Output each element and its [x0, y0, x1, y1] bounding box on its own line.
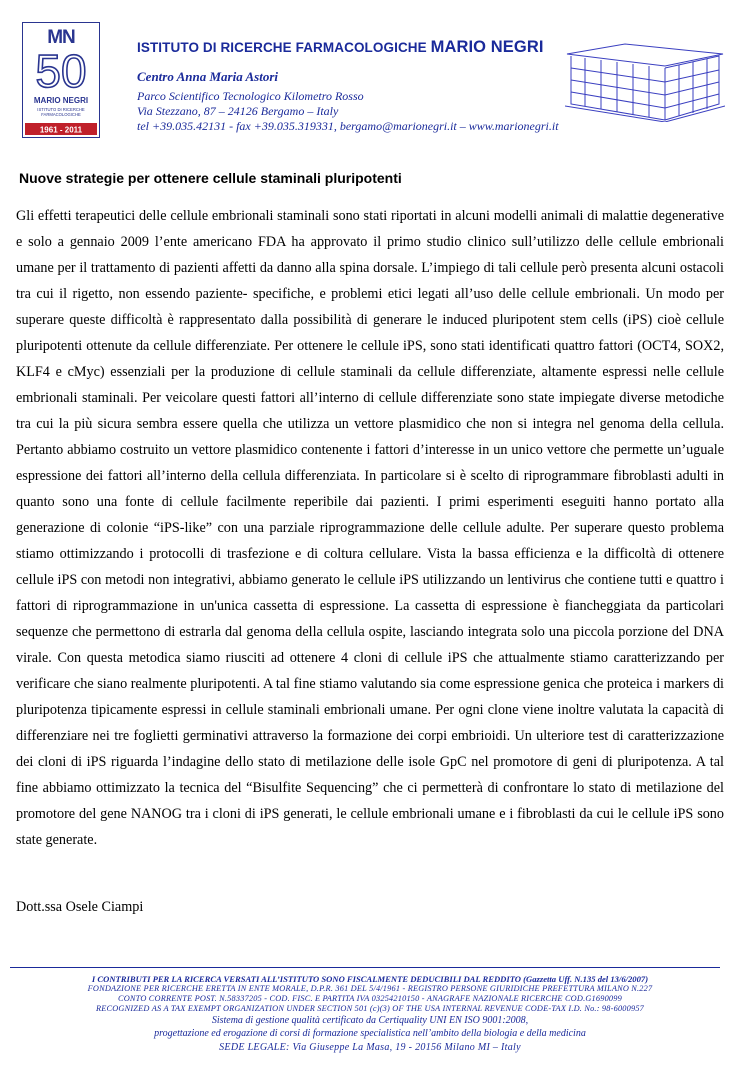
signature: Dott.ssa Osele Ciampi — [16, 899, 144, 915]
address-line-1: Parco Scientifico Tecnologico Kilometro Rosso — [137, 89, 364, 103]
document-body — [16, 203, 724, 853]
footer-foundation: FONDAZIONE PER RICERCHE ERETTA IN ENTE MORALE, D.P.R. 361 DEL 5/4/1961 - REGISTRO PERSONE GIURIDICHE PREFETTURA MILANO N.227 — [87, 984, 653, 993]
institute-name: MARIO NEGRI — [430, 38, 544, 56]
footer-divider — [10, 967, 720, 968]
centre-name: Centro Anna Maria Astori — [137, 69, 279, 84]
footer-quality: Sistema di gestione qualità certificato da Certiquality UNI EN ISO 9001:2008, — [211, 1015, 529, 1026]
logo-initials: MN — [47, 27, 75, 48]
mario-negri-50-logo — [22, 22, 100, 138]
footer-tax-deduction: I CONTRIBUTI PER LA RICERCA VERSATI ALL’ISTITUTO SONO FISCALMENTE DEDUCIBILI DAL REDDITO (Gazzetta Uff. N.135 del 13/6/2007) — [91, 974, 649, 984]
address-line-3: tel +39.035.42131 - fax +39.035.319331, bergamo@marionegri.it – www.marionegri.it — [137, 119, 559, 133]
address-line-2: Via Stezzano, 87 – 24126 Bergamo – Italy — [137, 104, 339, 118]
footer-legal-seat: SEDE LEGALE: Via Giuseppe La Masa, 19 - 20156 Milano MI – Italy — [219, 1042, 521, 1053]
footer-usa-exempt: RECOGNIZED AS A TAX EXEMPT ORGANIZATION UNDER SECTION 501 (c)(3) OF THE USA INTERNAL REVENUE CODE-TAX I.D. No.: 98-6000957 — [95, 1004, 645, 1013]
document-title: Nuove strategie per ottenere cellule staminali pluripotenti — [19, 170, 402, 186]
logo-subtitle-1: ISTITUTO DI RICERCHE — [37, 107, 85, 112]
institute-title — [137, 38, 544, 57]
logo-anniversary: 50 — [35, 45, 87, 97]
building-icon — [565, 42, 725, 122]
institute-prefix: ISTITUTO DI RICERCHE FARMACOLOGICHE — [137, 40, 431, 55]
logo-subtitle-2: FARMACOLOGICHE — [41, 112, 81, 117]
footer-training: progettazione ed erogazione di corsi di formazione specialistica nell’ambito della biologia e della medicina — [154, 1028, 586, 1039]
footer-account: CONTO CORRENTE POST. N.58337205 - COD. FISC. E PARTITA IVA 03254210150 - ANAGRAFE NAZIONALE RICERCHE COD.G1690099 — [118, 994, 622, 1003]
body-paragraph: Gli effetti terapeutici delle cellule embrionali staminali sono stati riportati in alcuni modelli animali di malattie degenerative e solo a gennaio 2009 l’ente americano FDA ha approvato il primo studio clinico sull’utilizzo delle cellule embrionali umane per il trattamento di pazienti affetti da danno alla spina dorsale. L’impiego di tali cellule però presenta alcuni ostacoli tra cui il rigetto, non essendo paziente- specifiche, e problemi etici legati all’uso delle cellule embrionali. Un modo per superare queste difficoltà è rappresentato dalla possibilità di generare le induced pluripotent stem cells (iPS) cioè cellule pluripotenti ottenute da cellule differenziate. Per ottenere le cellule iPS, sono stati identificati quattro fattori (OCT4, SOX2, KLF4 e cMyc) essenziali per la produzione di cellule staminali da cellule differenziate, altamente espressi nelle cellule embrionali staminali. Per veicolare questi fattori all’interno di cellule differenziate sono state impiegate diverse metodiche tra cui la più sicura sembra essere quella che utilizza un vettore plasmidico che non si integra nel genoma della cellula. Pertanto abbiamo costruito un vettore plasmidico contenente i fattori d’interesse in un unico vettore che permette un’uguale espressione dei fattori all’interno della cellula differenziata. In particolare si è scelto di riprogrammare fibroblasti adulti in quanto sono una fonte di cellule facilmente reperibile dai pazienti. I primi esperimenti eseguiti hanno portato alla generazione di colonie “iPS-like” con una parziale riprogrammazione delle cellule adulte. Per superare questo problema stiamo ottimizzando i protocolli di trasfezione e di coltura cellulare. Vista la bassa efficienza e la difficoltà di ottenere cellule iPS con metodi non integrativi, abbiamo generato le cellule iPS utilizzando un lentivirus che contiene tutti e quattro i fattori di riprogrammazione in un'unica cassetta di espressione. La cassetta di espressione è fiancheggiata da particolari sequenze che permettono di estrarla dal genoma della cellula ospite, lasciando integrata solo una piccola porzione del DNA virale. Con questa metodica siamo riusciti ad ottenere 4 cloni di cellule iPS che attualmente stiamo caratterizzando per verificare che siano realmente pluripotenti. A tal fine stiamo valutando sia come espressione genica che proteica i markers di pluripotenza tipicamente espressi in cellule staminali embrionali umane. Per ogni clone viene inoltre valutata la capacità di differenziare nei tre foglietti germinativi attraverso la formazione dei corpi embrioidi. Un ulteriore test di caratterizzazione dei cloni di iPS riguarda l’indagine dello stato di metilazione delle isole GpC nel promotore di geni di pluripotenza. A tal fine abbiamo ottimizzato la tecnica del “Bisulfite Sequencing” che ci permetterà di confrontare lo stato di metilazione del promotore del gene NANOG tra i cloni di iPS generati, le cellule embrionali umane e i fibroblasti da cui le cellule iPS sono state generate. — [16, 208, 724, 848]
letterhead — [0, 0, 740, 150]
logo-years: 1961 - 2011 — [39, 125, 83, 135]
footer — [0, 974, 740, 1055]
logo-name: MARIO NEGRI — [33, 96, 89, 105]
